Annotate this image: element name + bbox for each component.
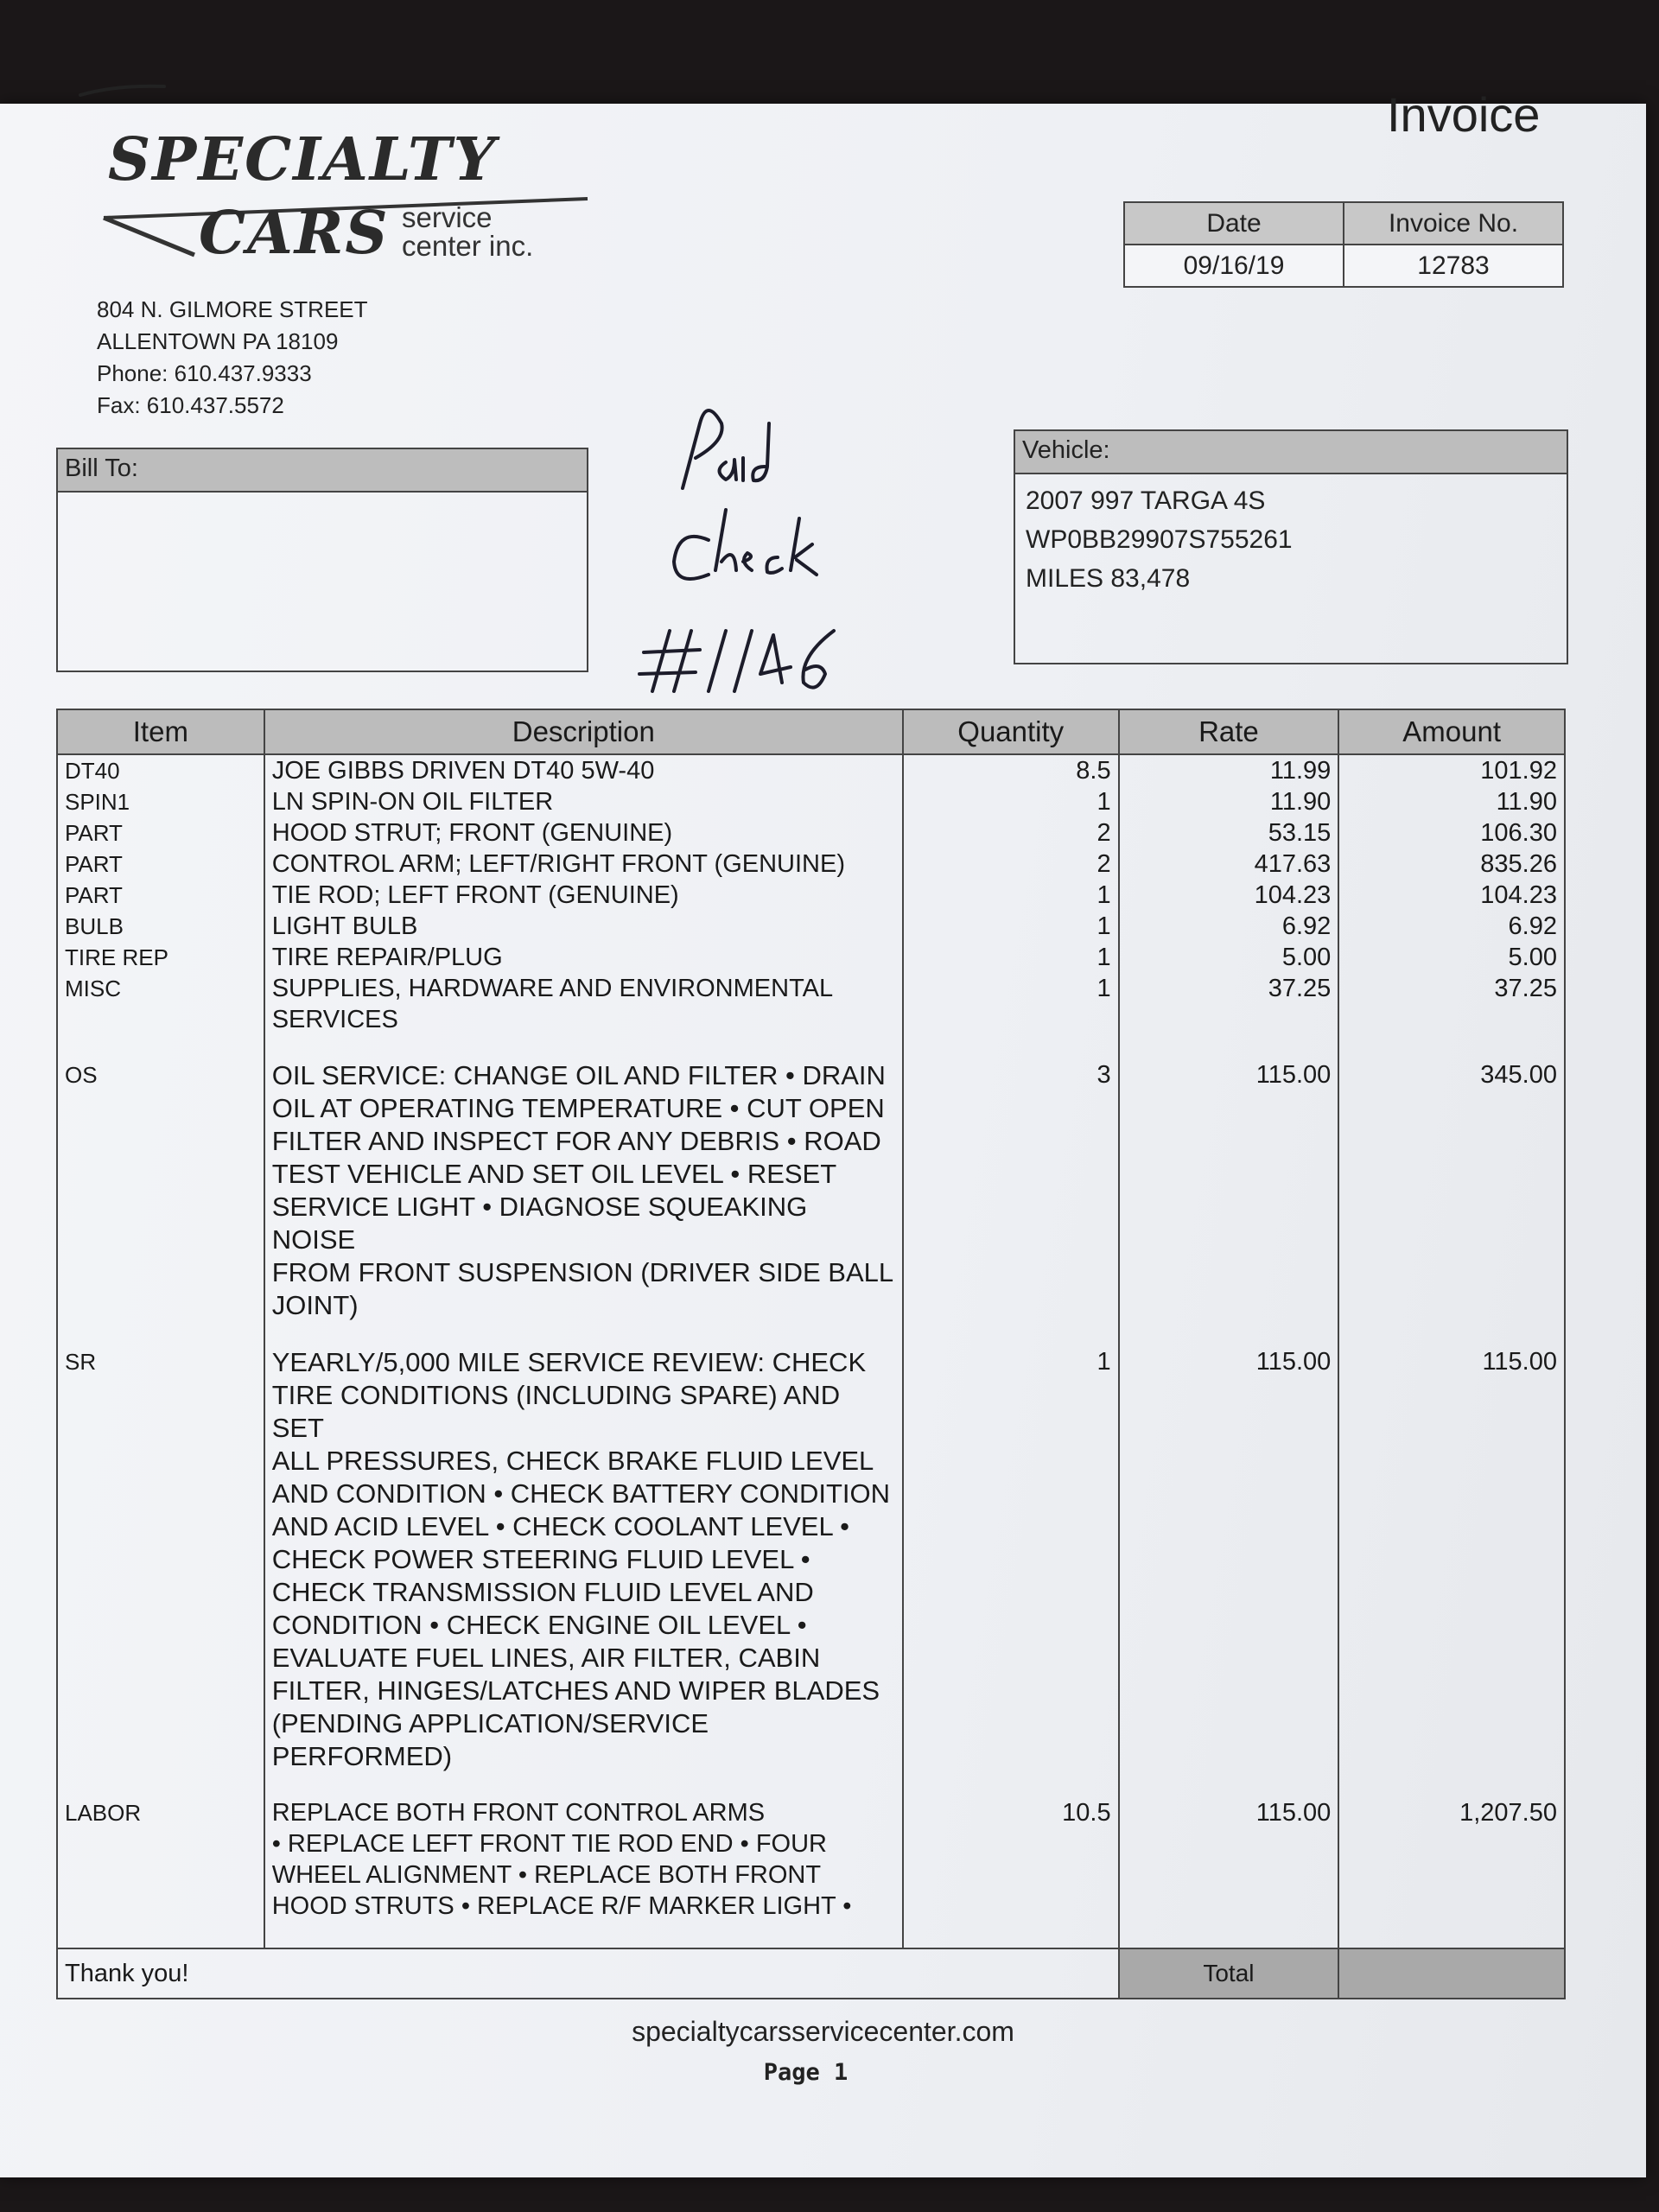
table-row (57, 973, 1565, 1035)
table-row (57, 1797, 1565, 1948)
table-row (57, 942, 1565, 973)
item-quantity: 10.5 (903, 1797, 1119, 1948)
item-rate: 6.92 (1119, 911, 1339, 942)
date-invoice-box (1123, 201, 1564, 288)
amount-header: Amount (1338, 709, 1565, 754)
item-code: MISC (57, 973, 264, 1035)
item-quantity: 1 (903, 1346, 1119, 1773)
item-rate: 37.25 (1119, 973, 1339, 1035)
date-value: 09/16/19 (1124, 245, 1344, 287)
date-header: Date (1124, 202, 1344, 245)
item-quantity: 2 (903, 849, 1119, 880)
table-row (57, 1059, 1565, 1322)
table-row (57, 786, 1565, 817)
total-label: Total (1119, 1948, 1339, 1999)
item-description: SUPPLIES, HARDWARE AND ENVIRONMENTAL SERVICES (264, 973, 903, 1035)
item-amount: 101.92 (1338, 754, 1565, 786)
item-amount: 345.00 (1338, 1059, 1565, 1322)
item-description: REPLACE BOTH FRONT CONTROL ARMS • REPLACE LEFT FRONT TIE ROD END • FOUR WHEEL ALIGNMENT • REPLACE BOTH FRONT HOOD STRUTS • REPLACE R/F MARKER LIGHT • (264, 1797, 903, 1948)
invoice-no-header: Invoice No. (1344, 202, 1563, 245)
item-rate: 115.00 (1119, 1346, 1339, 1773)
vehicle-label: Vehicle: (1015, 431, 1567, 474)
row-spacer (57, 1322, 1565, 1346)
item-rate: 5.00 (1119, 942, 1339, 973)
item-description: TIE ROD; LEFT FRONT (GENUINE) (264, 880, 903, 911)
logo-subtitle: service center inc. (402, 201, 534, 262)
item-quantity: 8.5 (903, 754, 1119, 786)
item-amount: 115.00 (1338, 1346, 1565, 1773)
item-quantity: 2 (903, 817, 1119, 849)
item-description: TIRE REPAIR/PLUG (264, 942, 903, 973)
logo-cars: CARS (199, 199, 390, 268)
item-description: OIL SERVICE: CHANGE OIL AND FILTER • DRAIN OIL AT OPERATING TEMPERATURE • CUT OPEN FILTER AND INSPECT FOR ANY DEBRIS • ROAD TEST VEHICLE AND SET OIL LEVEL • RESET SERVICE LIGHT • DIAGNOSE SQUEAKING NOISE FROM FRONT SUSPENSION (DRIVER SIDE BALL JOINT) (264, 1059, 903, 1322)
logo-specialty: SPECIALTY (108, 125, 498, 194)
item-rate: 53.15 (1119, 817, 1339, 849)
item-code: OS (57, 1059, 264, 1322)
item-description: HOOD STRUT; FRONT (GENUINE) (264, 817, 903, 849)
invoice-no-value: 12783 (1344, 245, 1563, 287)
item-amount: 1,207.50 (1338, 1797, 1565, 1948)
item-quantity: 1 (903, 786, 1119, 817)
item-quantity: 3 (903, 1059, 1119, 1322)
row-spacer (57, 1773, 1565, 1797)
item-code: PART (57, 849, 264, 880)
description-header: Description (264, 709, 903, 754)
item-code: SPIN1 (57, 786, 264, 817)
item-code: TIRE REP (57, 942, 264, 973)
page-number: Page 1 (763, 2059, 849, 2086)
item-code: BULB (57, 911, 264, 942)
row-spacer (57, 1035, 1565, 1059)
item-description: YEARLY/5,000 MILE SERVICE REVIEW: CHECK TIRE CONDITIONS (INCLUDING SPARE) AND SET ALL PRESSURES, CHECK BRAKE FLUID LEVEL AND CONDITION • CHECK BATTERY CONDITION AND ACID LEVEL • CHECK COOLANT LEVEL • CHECK POWER STEERING FLUID LEVEL • CHECK TRANSMISSION FLUID LEVEL AND CONDITION • CHECK ENGINE OIL LEVEL • EVALUATE FUEL LINES, AIR FILTER, CABIN FILTER, HINGES/LATCHES AND WIPER BLADES (PENDING APPLICATION/SERVICE PERFORMED) (264, 1346, 903, 1773)
table-row (57, 880, 1565, 911)
handwritten-paid-check-note (605, 311, 864, 726)
table-row (57, 849, 1565, 880)
fax-line: Fax: 610.437.5572 (97, 392, 284, 418)
vehicle-box (1014, 429, 1568, 664)
item-quantity: 1 (903, 973, 1119, 1035)
item-code: SR (57, 1346, 264, 1773)
table-row (57, 817, 1565, 849)
item-amount: 37.25 (1338, 973, 1565, 1035)
pen-mark (73, 69, 168, 104)
website-url: specialtycarsservicecenter.com (632, 2016, 1014, 2047)
item-rate: 115.00 (1119, 1797, 1339, 1948)
item-amount: 835.26 (1338, 849, 1565, 880)
vehicle-vin: WP0BB29907S755261 (1026, 525, 1293, 554)
vehicle-miles: MILES 83,478 (1026, 564, 1191, 593)
table-row (57, 911, 1565, 942)
item-amount: 5.00 (1338, 942, 1565, 973)
rate-header: Rate (1119, 709, 1339, 754)
invoice-title: Invoice (1387, 87, 1541, 142)
item-header: Item (57, 709, 264, 754)
item-amount: 6.92 (1338, 911, 1565, 942)
bill-to-box (56, 448, 588, 672)
vehicle-model: 2007 997 TARGA 4S (1026, 486, 1266, 515)
item-rate: 11.99 (1119, 754, 1339, 786)
item-rate: 11.90 (1119, 786, 1339, 817)
company-address (97, 294, 368, 422)
address-line: 804 N. GILMORE STREET (97, 296, 368, 322)
item-code: LABOR (57, 1797, 264, 1948)
thank-you-note: Thank you! (57, 1948, 1119, 1999)
item-amount: 106.30 (1338, 817, 1565, 849)
item-description: CONTROL ARM; LEFT/RIGHT FRONT (GENUINE) (264, 849, 903, 880)
item-rate: 417.63 (1119, 849, 1339, 880)
item-description: LN SPIN-ON OIL FILTER (264, 786, 903, 817)
item-amount: 11.90 (1338, 786, 1565, 817)
table-footer (57, 1948, 1565, 1999)
item-rate: 115.00 (1119, 1059, 1339, 1322)
line-items-table (56, 709, 1566, 1999)
table-row (57, 754, 1565, 786)
quantity-header: Quantity (903, 709, 1119, 754)
item-rate: 104.23 (1119, 880, 1339, 911)
total-value (1338, 1948, 1565, 1999)
item-amount: 104.23 (1338, 880, 1565, 911)
item-code: DT40 (57, 754, 264, 786)
phone-line: Phone: 610.437.9333 (97, 360, 312, 386)
item-quantity: 1 (903, 942, 1119, 973)
item-quantity: 1 (903, 880, 1119, 911)
bill-to-label: Bill To: (58, 449, 587, 493)
item-code: PART (57, 817, 264, 849)
item-description: JOE GIBBS DRIVEN DT40 5W-40 (264, 754, 903, 786)
table-row (57, 1346, 1565, 1773)
item-description: LIGHT BULB (264, 911, 903, 942)
item-quantity: 1 (903, 911, 1119, 942)
address-line: ALLENTOWN PA 18109 (97, 328, 339, 354)
item-code: PART (57, 880, 264, 911)
